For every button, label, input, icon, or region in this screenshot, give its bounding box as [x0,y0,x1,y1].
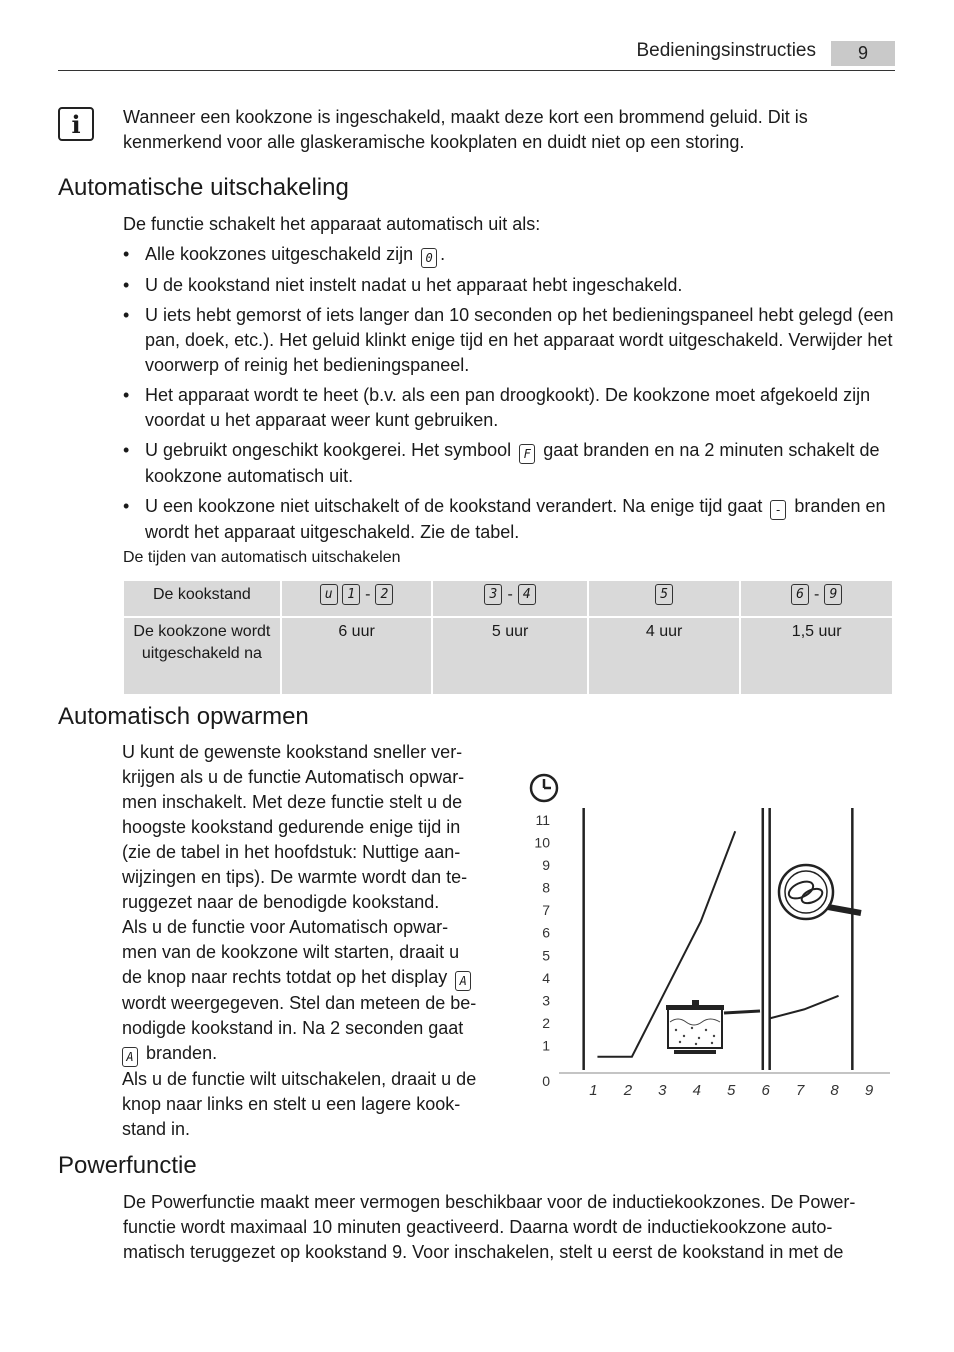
bullet-text-after: branden en wordt het apparaat uitgeschakeld. Zie de tabel. [145,496,886,542]
text-line: wijzingen en tips). De warmte wordt dan te- [122,867,468,887]
display-symbol: 5 [655,584,673,605]
bullet-text-after: . [440,244,446,264]
range-dash: - [507,586,513,603]
text-line: stand in. [122,1119,191,1139]
y-tick-label: 0 [542,1073,550,1089]
display-symbol: A [455,971,471,991]
x-tick-label: 7 [795,1082,805,1099]
text-line [122,1041,517,1067]
display-symbol: 9 [824,584,842,605]
heading-power: Powerfunctie [58,1152,197,1179]
power-text [123,1190,895,1265]
auto-off-list [123,242,895,550]
display-symbol: - [770,500,786,520]
text-line: De Powerfunctie maakt meer vermogen beschikbaar voor de inductiekookzones. De Power- [123,1192,856,1212]
bullet-text: U gebruikt ongeschikt kookgerei. Het symbool [145,440,512,460]
header-rule [58,70,895,71]
display-symbol: 2 [375,584,393,605]
range-dash: - [814,586,820,603]
list-item [123,438,895,489]
text-line: nodigde kookstand in. Na 2 seconden gaat [122,1018,464,1038]
table-cell-time: 4 uur [588,617,741,695]
text-line: functie wordt maximaal 10 minuten geactiveerd. Daarna wordt de inductiekookzone auto- [123,1217,833,1237]
text-line: ruggezet naar de benodigde kookstand. [122,892,440,912]
heading-auto-heat: Automatisch opwarmen [58,703,309,730]
table-header-cell: De kookzone wordt uitgeschakeld na [123,617,281,695]
bullet-text: Alle kookzones uitgeschakeld zijn [145,244,414,264]
y-tick-label: 4 [542,969,550,986]
x-tick-label: 4 [692,1082,701,1099]
text-line: (zie de tabel in het hoofdstuk: Nuttige aan- [122,842,461,862]
y-tick-label: 3 [542,992,550,1009]
table-cell-heat-levels [432,580,588,617]
x-tick-label: 5 [727,1082,736,1099]
list-item [123,494,895,545]
bullet-text: U de kookstand niet instelt nadat u het apparaat hebt ingeschakeld. [145,275,683,295]
x-tick-label: 2 [623,1082,633,1099]
y-tick-label: 1 [542,1037,550,1054]
x-tick-label: 1 [589,1082,598,1099]
text-line-part: branden. [146,1043,218,1063]
text-line-part: de knop naar rechts totdat op het display [122,967,448,987]
bullet-text: U een kookzone niet uitschakelt of de kookstand verandert. Na enige tijd gaat [145,496,763,516]
table-caption: De tijden van automatisch uitschakelen [123,549,401,566]
page-number: 9 [831,41,895,66]
list-item [123,273,895,298]
x-tick-labels [589,1082,874,1099]
text-line: knop naar links en stelt u een lagere kook- [122,1094,461,1114]
table-cell-heat-levels [281,580,433,617]
table-header-cell: De kookstand [123,580,281,617]
text-line: Als u de functie voor Automatisch opwar- [122,917,449,937]
range-dash: - [365,586,371,603]
display-symbol: u [320,584,338,605]
y-tick-label: 11 [535,812,550,828]
bullet-text: Het apparaat wordt te heet (b.v. als een pan droogkookt). De kookzone moet afgekoeld zijn voordat u het apparaat weer kunt gebruiken. [145,385,871,430]
display-symbol: 4 [518,584,536,605]
table-cell-time: 5 uur [432,617,588,695]
table-cell-time: 6 uur [281,617,433,695]
info-note: Wanneer een kookzone is ingeschakeld, maakt deze kort een brommend geluid. Dit is kenmerkend voor alle glaskeramische kookplaten en duidt niet op een storing. [123,107,808,152]
display-symbol: 6 [791,584,809,605]
bullet-text: U iets hebt gemorst of iets langer dan 10 seconden op het bedieningspaneel hebt gelegd (een pan, doek, etc.). Het geluid klinkt enige tijd en het apparaat wordt uitgeschakeld. Verwijder het voorwerp of reinig het bedieningspaneel. [145,305,894,375]
heading-auto-off: Automatische uitschakeling [58,174,349,201]
display-symbol: 0 [421,248,437,268]
table-cell-time: 1,5 uur [740,617,893,695]
table-cell-heat-levels [740,580,893,617]
list-item [123,383,895,433]
table-row [123,617,893,695]
y-tick-label: 8 [542,879,550,896]
display-symbol: F [519,444,535,464]
heat-up-chart [525,768,895,1103]
clock-icon [531,775,557,801]
text-line: men inschakelt. Met deze functie stelt u de [122,792,463,812]
text-line: Als u de functie wilt uitschakelen, draait u de [122,1069,477,1089]
y-tick-label: 10 [534,834,550,851]
list-item [123,303,895,378]
x-tick-label: 9 [864,1082,874,1099]
auto-heat-text [122,740,517,1142]
text-line: U kunt de gewenste kookstand sneller ver- [122,742,463,762]
running-header: Bedieningsinstructies [636,40,816,61]
display-symbol: 1 [342,584,360,605]
y-tick-label: 7 [542,902,550,919]
auto-off-table [122,579,894,696]
x-tick-label: 6 [761,1082,770,1099]
text-line: men van de kookzone wilt starten, draait u [122,942,460,962]
info-icon: i [58,107,94,141]
text-line: krijgen als u de functie Automatisch opwar- [122,767,465,787]
y-tick-label: 9 [542,857,550,874]
magnifier-icon [779,865,861,919]
display-symbol: A [122,1047,138,1067]
x-tick-label: 8 [830,1082,839,1099]
table-cell-heat-levels [588,580,741,617]
y-tick-label: 5 [542,947,550,964]
display-symbol: 3 [484,584,502,605]
bullet-text-after: gaat branden en na 2 minuten schakelt de kookzone automatisch uit. [145,440,880,486]
y-tick-labels [534,812,550,1089]
text-line [122,965,517,991]
list-item [123,242,895,268]
table-row [123,580,893,617]
series-line-kookstand [770,996,839,1019]
x-tick-label: 3 [658,1082,667,1099]
text-line: wordt weergegeven. Stel dan meteen de be- [122,993,477,1013]
pot-icon [666,1000,760,1054]
auto-off-intro: De functie schakelt het apparaat automatisch uit als: [123,214,541,234]
text-line: hoogste kookstand gedurende enige tijd in [122,817,461,837]
text-line: matisch teruggezet op kookstand 9. Voor inschakelen, stelt u eerst de kookstand in met de [123,1242,844,1262]
y-tick-label: 2 [542,1014,550,1031]
y-tick-label: 6 [542,924,550,941]
